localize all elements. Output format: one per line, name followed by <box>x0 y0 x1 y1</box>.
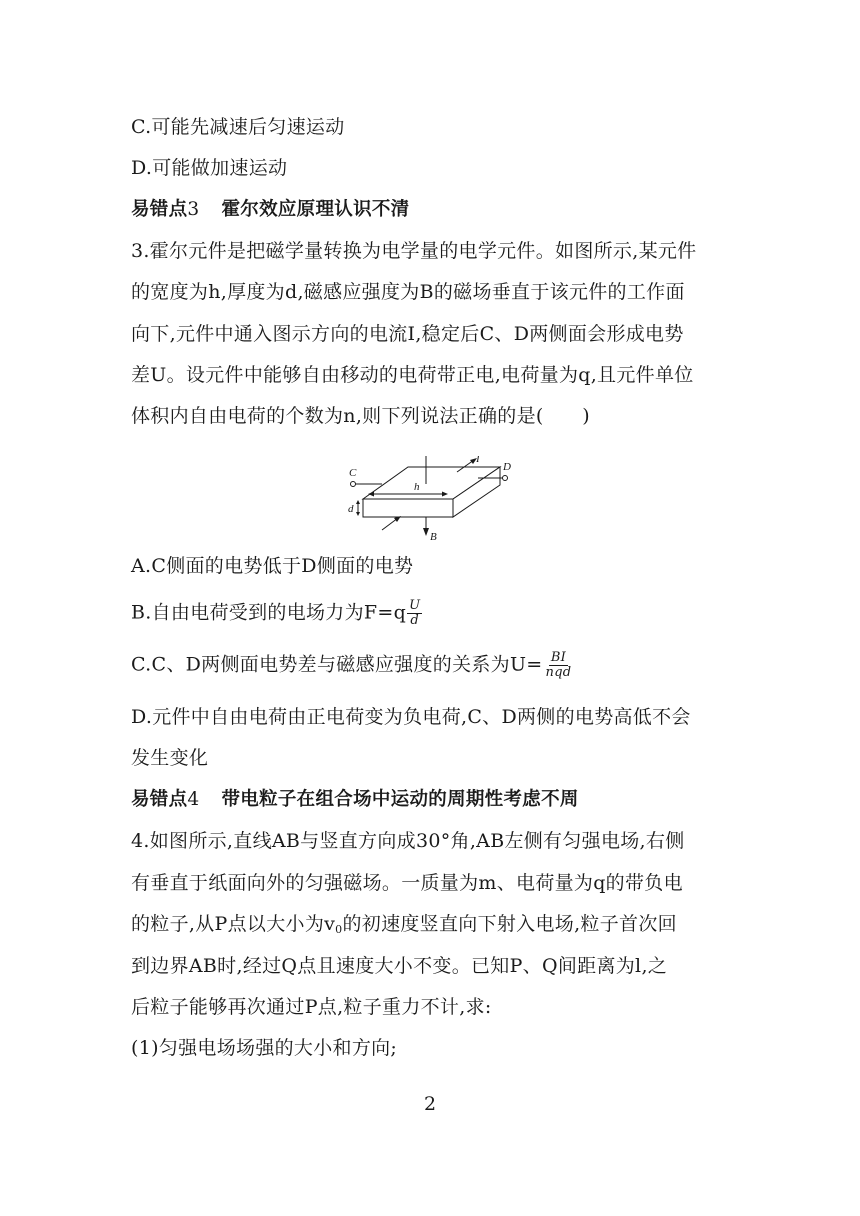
question-3-line-1: 3.霍尔元件是把磁学量转换为电学量的电学元件。如图所示,某元件 <box>131 240 697 262</box>
question-3-line-2: 的宽度为h,厚度为d,磁感应强度为B的磁场垂直于该元件的工作面 <box>131 281 685 303</box>
fraction-denominator: nqd <box>545 665 572 680</box>
option-d-line-1: D.元件中自由电荷由正电荷变为负电荷,C、D两侧的电势高低不会 <box>131 706 691 728</box>
option-a: A.C侧面的电势低于D侧面的电势 <box>131 555 414 577</box>
current-label: I <box>476 456 480 465</box>
fraction-denominator: d <box>410 613 420 628</box>
fraction-u-over-d <box>407 599 422 628</box>
question-4-line-4: 到边界AB时,经过Q点且速度大小不变。已知P、Q间距离为l,之 <box>131 955 668 977</box>
question-3-line-5: 体积内自由电荷的个数为n,则下列说法正确的是( ) <box>131 405 590 427</box>
heading-title: 霍尔效应原理认识不清 <box>221 199 410 220</box>
thickness-d-label: d <box>348 503 354 515</box>
fraction-numerator: U <box>409 598 421 613</box>
side-d-label: D <box>503 461 511 473</box>
question-4-line-1: 4.如图所示,直线AB与竖直方向成30°角,AB左侧有匀强电场,右侧 <box>131 830 685 852</box>
magnetic-field-b-label: B <box>430 531 437 543</box>
section-heading-3 <box>131 198 410 222</box>
question-4-line-2: 有垂直于纸面向外的匀强磁场。一质量为m、电荷量为q的带负电 <box>131 872 683 894</box>
side-c-label: C <box>349 467 357 479</box>
subscript-zero: 0 <box>335 923 343 936</box>
line-text-a: 的粒子,从P点以大小为v <box>131 913 336 935</box>
heading-title: 带电粒子在组合场中运动的周期性考虑不周 <box>221 789 579 810</box>
option-b <box>131 599 422 628</box>
question-4-part-1: (1)匀强电场场强的大小和方向; <box>131 1037 398 1059</box>
option-d-previous: D.可能做加速运动 <box>131 157 288 179</box>
question-3-line-3: 向下,元件中通入图示方向的电流I,稳定后C、D两侧面会形成电势 <box>131 323 684 345</box>
page-number: 2 <box>423 1093 437 1115</box>
option-c <box>131 651 573 680</box>
option-b-text: B.自由电荷受到的电场力为F=q <box>131 601 407 624</box>
heading-label: 易错点 <box>131 789 188 810</box>
section-heading-4 <box>131 788 579 812</box>
question-3-line-4: 差U。设元件中能够自由移动的电荷带正电,电荷量为q,且元件单位 <box>131 364 694 386</box>
question-4-line-3 <box>131 912 677 942</box>
option-d-line-2: 发生变化 <box>131 747 209 769</box>
fraction-bi-over-nqd <box>544 651 574 680</box>
option-c-previous: C.可能先减速后匀速运动 <box>131 116 345 138</box>
option-c-text: C.C、D两侧面电势差与磁感应强度的关系为U= <box>131 653 543 676</box>
width-h-label: h <box>414 481 420 493</box>
question-4-line-5: 后粒子能够再次通过P点,粒子重力不计,求: <box>131 996 492 1018</box>
heading-number: 4 <box>187 789 200 810</box>
line-text-b: 的初速度竖直向下射入电场,粒子首次回 <box>342 913 677 935</box>
heading-label: 易错点 <box>131 199 188 220</box>
heading-number: 3 <box>187 199 200 220</box>
fraction-numerator: BI <box>550 650 567 665</box>
hall-element-figure <box>346 456 516 546</box>
